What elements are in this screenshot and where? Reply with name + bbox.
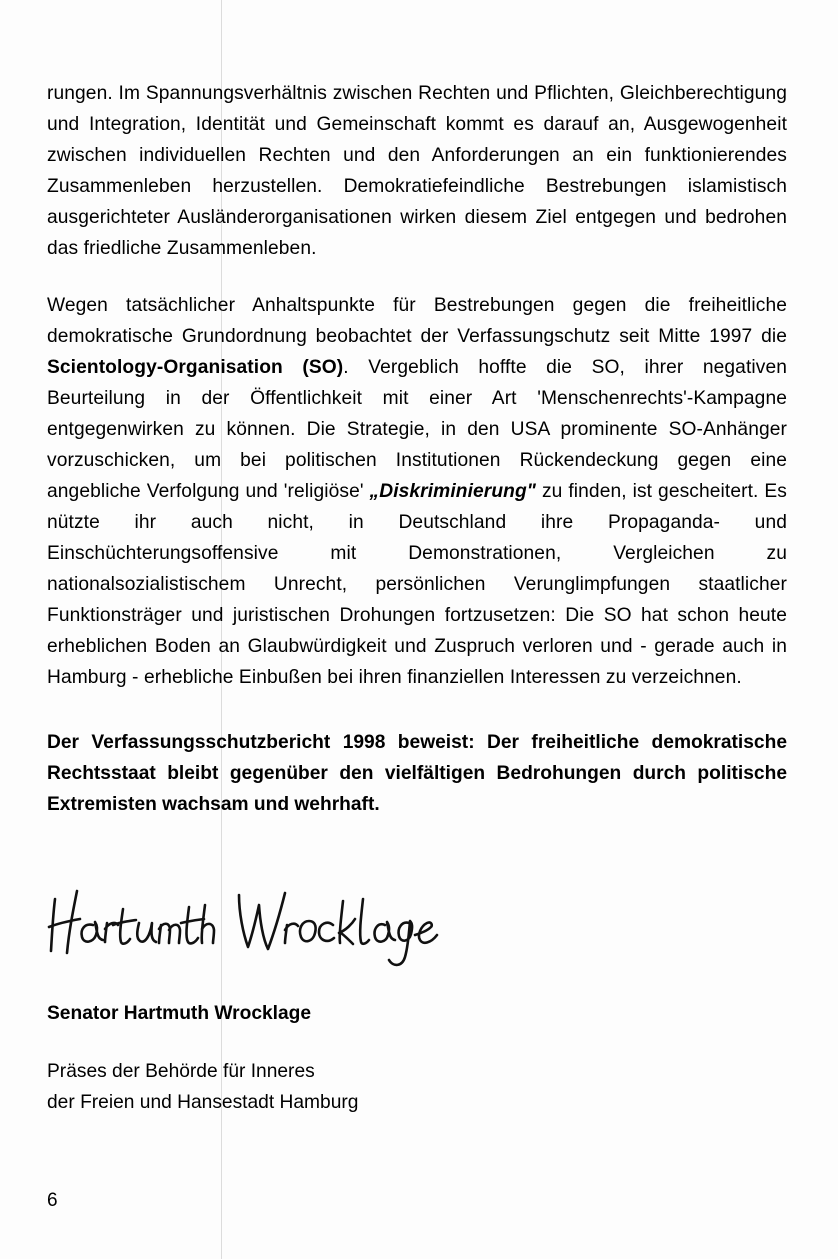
paragraph-2 (47, 290, 787, 693)
signer-role (47, 1056, 358, 1118)
paragraph-1-text: rungen. Im Spannungsverhältnis zwischen Rechten und Pflichten, Gleichberechtigung und Integration, Identität und Gemeinschaft kommt es darauf an, Ausgewogenheit zwischen individuellen Rechten und den Anforderungen an ein funktionierendes Zusammenleben herzustellen. Demokratiefeindliche Bestrebungen islamistisch ausgerichteter Ausländerorganisationen wirken diesem Ziel entgegen und bedrohen das friedliche Zusammenleben. (47, 83, 787, 259)
paragraph-2-run-3: . Vergeblich hoffte die SO, ihrer negativen Beurteilung in der Öffentlichkeit mit einer Art 'Menschenrechts'-Kampagne entgegenwirken zu können. Die Strategie, in den USA prominente SO-Anhänger vorzuschicken, um bei politischen Institutionen Rückendeckung gegen eine angebliche Verfolgung und 'religiöse' (47, 357, 787, 502)
paragraph-1 (47, 78, 787, 264)
paragraph-2-run-5: zu finden, ist gescheitert. Es nützte ihr auch nicht, in Deutschland ihre Propaganda- und Einschüchterungsoffensive mit Demonstrationen, Vergleichen zu nationalsozialistischem Unrecht, persönlichen Verunglimpfungen staatlicher Funktionsträger und juristischen Drohungen fortzusetzen: Die SO hat schon heute erheblichen Boden an Glaubwürdigkeit und Zuspruch verloren und - gerade auch in Hamburg - erhebliche Einbußen bei ihren finanziellen Interessen zu verzeichnen. (47, 481, 787, 688)
handwritten-signature (47, 885, 447, 975)
paragraph-2-run-1: Wegen tatsächlicher Anhaltspunkte für Bestrebungen gegen die freiheitliche demokratische Grundordnung beobachtet der Verfassungschutz seit Mitte 1997 die (47, 295, 787, 347)
signer-role-line-1: Präses der Behörde für Inneres (47, 1061, 315, 1082)
page-number: 6 (47, 1190, 58, 1211)
paragraph-2-run-2-bold: Scientology-Organisation (SO) (47, 357, 344, 378)
document-body (47, 78, 787, 820)
signer-name: Senator Hartmuth Wrocklage (47, 1003, 312, 1024)
signer-role-line-2: der Freien und Hansestadt Hamburg (47, 1092, 359, 1113)
paragraph-2-run-4-italic: „Diskriminierung" (369, 481, 537, 502)
closing-statement: Der Verfassungsschutzbericht 1998 beweist: Der freiheitliche demokratische Rechtsstaat bleibt gegenüber den vielfältigen Bedrohungen durch politische Extremisten wachsam und wehrhaft. (47, 732, 787, 815)
